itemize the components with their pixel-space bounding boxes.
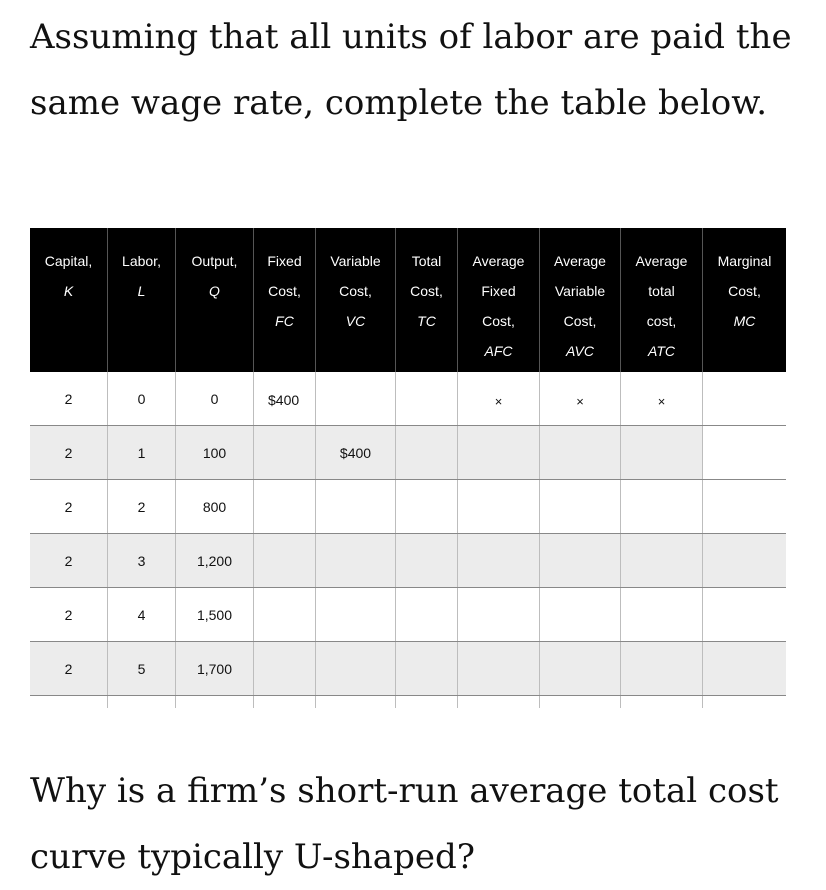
header-labor: Labor, L xyxy=(108,228,176,372)
table-row xyxy=(30,588,786,642)
cell-tc[interactable] xyxy=(396,534,458,587)
cost-table xyxy=(30,228,786,708)
cell-atc[interactable] xyxy=(621,426,703,479)
cell-capital: 2 xyxy=(30,426,108,479)
table-tail-cell xyxy=(703,696,786,708)
cell-tc[interactable] xyxy=(396,372,458,425)
header-average-total-cost: Average total cost, ATC xyxy=(621,228,703,372)
cell-vc[interactable]: $400 xyxy=(316,426,396,479)
cell-avc: × xyxy=(540,372,621,425)
cell-atc[interactable] xyxy=(621,642,703,695)
cell-vc[interactable] xyxy=(316,588,396,641)
table-tail-cell xyxy=(621,696,703,708)
table-row xyxy=(30,426,786,480)
cell-afc[interactable] xyxy=(458,426,540,479)
cell-afc[interactable] xyxy=(458,642,540,695)
cell-avc[interactable] xyxy=(540,534,621,587)
header-output: Output, Q xyxy=(176,228,254,372)
table-tail xyxy=(30,696,786,708)
header-capital: Capital, K xyxy=(30,228,108,372)
cell-vc[interactable] xyxy=(316,480,396,533)
cell-afc[interactable] xyxy=(458,534,540,587)
table-tail-cell xyxy=(396,696,458,708)
cell-output: 1,200 xyxy=(176,534,254,587)
cell-atc[interactable] xyxy=(621,534,703,587)
cell-mc[interactable] xyxy=(703,480,786,533)
cell-tc[interactable] xyxy=(396,480,458,533)
cell-fc[interactable]: $400 xyxy=(254,372,316,425)
table-tail-cell xyxy=(30,696,108,708)
cell-capital: 2 xyxy=(30,480,108,533)
table-header xyxy=(30,228,786,372)
cell-fc[interactable] xyxy=(254,534,316,587)
cell-atc[interactable] xyxy=(621,480,703,533)
table-tail-cell xyxy=(176,696,254,708)
instruction-text: Assuming that all units of labor are paid the same wage rate, complete the table below. xyxy=(30,17,792,123)
header-total-cost: Total Cost, TC xyxy=(396,228,458,372)
cell-tc[interactable] xyxy=(396,426,458,479)
cell-fc[interactable] xyxy=(254,642,316,695)
table-row xyxy=(30,642,786,696)
cell-afc: × xyxy=(458,372,540,425)
cell-capital: 2 xyxy=(30,372,108,425)
cell-afc[interactable] xyxy=(458,588,540,641)
table-row xyxy=(30,480,786,534)
cell-atc[interactable] xyxy=(621,588,703,641)
cell-avc[interactable] xyxy=(540,480,621,533)
cell-capital: 2 xyxy=(30,534,108,587)
table-row xyxy=(30,534,786,588)
cell-mc[interactable] xyxy=(703,588,786,641)
cell-capital: 2 xyxy=(30,588,108,641)
cell-vc[interactable] xyxy=(316,372,396,425)
cell-output: 800 xyxy=(176,480,254,533)
cell-labor: 3 xyxy=(108,534,176,587)
cell-mc[interactable] xyxy=(703,372,786,425)
cell-mc[interactable] xyxy=(703,642,786,695)
cell-mc[interactable] xyxy=(703,534,786,587)
header-variable-cost: Variable Cost, VC xyxy=(316,228,396,372)
cell-labor: 4 xyxy=(108,588,176,641)
cell-mc[interactable] xyxy=(703,426,786,479)
cell-vc[interactable] xyxy=(316,534,396,587)
cell-tc[interactable] xyxy=(396,588,458,641)
table-tail-cell xyxy=(316,696,396,708)
cell-tc[interactable] xyxy=(396,642,458,695)
cell-avc[interactable] xyxy=(540,426,621,479)
cell-labor: 1 xyxy=(108,426,176,479)
header-fixed-cost: Fixed Cost, FC xyxy=(254,228,316,372)
cell-avc[interactable] xyxy=(540,642,621,695)
cell-vc[interactable] xyxy=(316,642,396,695)
cell-afc[interactable] xyxy=(458,480,540,533)
header-average-fixed-cost: Average Fixed Cost, AFC xyxy=(458,228,540,372)
table-tail-cell xyxy=(254,696,316,708)
cell-fc[interactable] xyxy=(254,480,316,533)
cell-atc: × xyxy=(621,372,703,425)
cell-labor: 5 xyxy=(108,642,176,695)
cell-output: 1,500 xyxy=(176,588,254,641)
question-text: Why is a firm’s short-run average total cost curve typically U-shaped? xyxy=(30,771,779,877)
table-tail-cell xyxy=(108,696,176,708)
header-marginal-cost: Marginal Cost, MC xyxy=(717,253,772,329)
cell-output: 0 xyxy=(176,372,254,425)
header-average-variable-cost: Average Variable Cost, AVC xyxy=(540,228,621,372)
cell-capital: 2 xyxy=(30,642,108,695)
table-tail-cell xyxy=(458,696,540,708)
cell-output: 1,700 xyxy=(176,642,254,695)
table-row xyxy=(30,372,786,426)
cell-output: 100 xyxy=(176,426,254,479)
cell-fc[interactable] xyxy=(254,426,316,479)
cell-labor: 2 xyxy=(108,480,176,533)
cell-fc[interactable] xyxy=(254,588,316,641)
cell-labor: 0 xyxy=(108,372,176,425)
cell-avc[interactable] xyxy=(540,588,621,641)
table-tail-cell xyxy=(540,696,621,708)
